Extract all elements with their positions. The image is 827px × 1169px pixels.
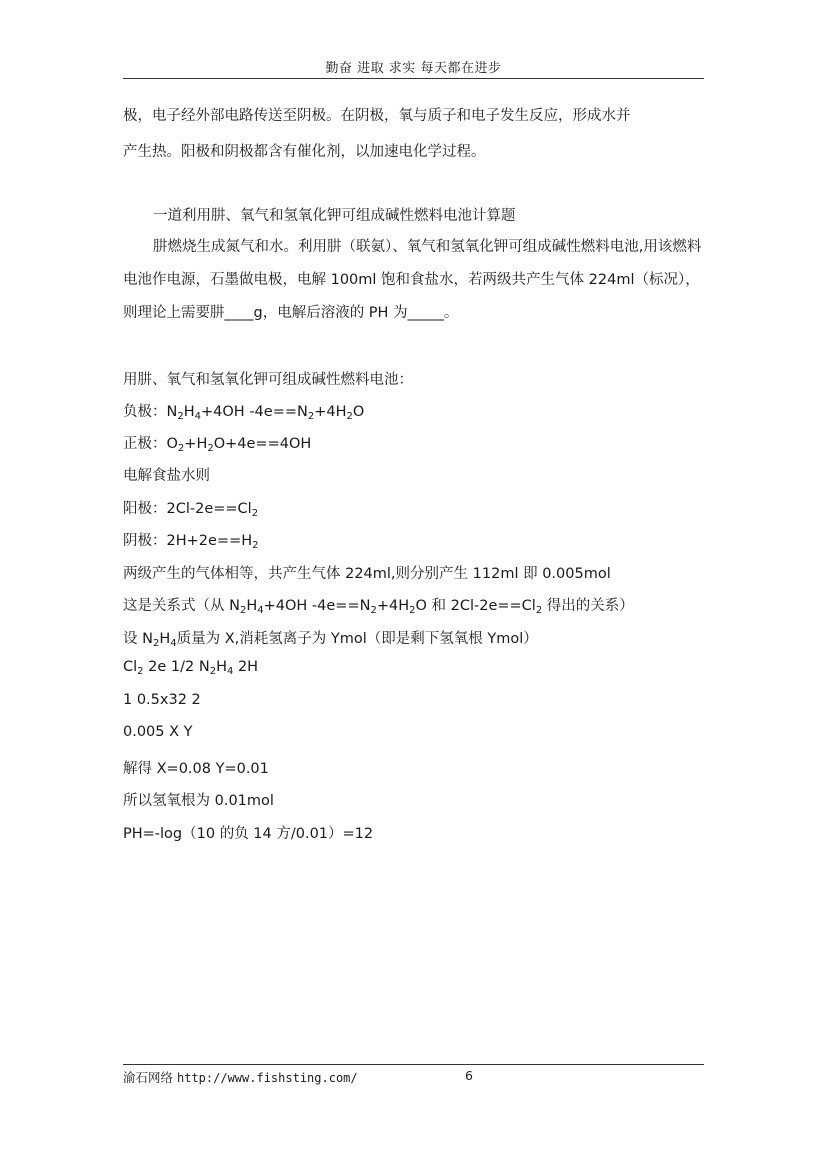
relation-line: 这是关系式（从 $N_2H_4+4OH$ $-4e==N_2+4H_2O$ 和 $2Cl-2e==Cl_2$ 得出的关系） [123, 598, 634, 616]
intro-line-2: 产生热。阳极和阴极都含有催化剂，以加速电化学过程。 [123, 144, 486, 160]
page-header: 勤奋 进取 求实 每天都在进步 [325, 61, 502, 76]
electrolysis-heading: 电解食盐水则 [123, 468, 210, 484]
intro-line-1: 极，电子经外部电路传送至阴极。在阴极，氧与质子和电子发生反应，形成水并 [123, 108, 631, 124]
ratio-line-1: $Cl_2$ 2e 1/2 $N_2H_4$ 2H [123, 659, 259, 677]
footer-site-name: 渝石网络 [123, 1070, 174, 1085]
assumption-line: 设 $N_2H_4$质量为 X,消耗氢离子为 Ymol（即是剩下氢氧根 Ymol） [123, 631, 538, 649]
ph-line: PH=-log（10 的负 14 方/0.01）=12 [123, 826, 374, 842]
problem-title: 一道利用肼、氧气和氢氧化钾可组成碱性燃料电池计算题 [153, 208, 516, 224]
cathode-equation: 正极：$O_2+H_2O+4e==4OH$ [123, 436, 312, 454]
footer-site [123, 1068, 358, 1086]
hydroxide-line: 所以氢氧根为 0.01mol [123, 793, 274, 809]
ratio-line-3: 0.005 X Y [123, 724, 193, 740]
header-divider [123, 78, 704, 79]
page-number: 6 [465, 1068, 473, 1083]
result-line: 解得 X=0.08 Y=0.01 [123, 761, 269, 777]
solution-line-1: 用肼、氧气和氢氧化钾可组成碱性燃料电池： [123, 372, 413, 388]
anode-equation: 负极：$N_2H_4+4OH$ $-4e==N_2+4H_2O$ [123, 404, 365, 422]
electrolysis-cathode: 阴极：$2H+2e==H_2$ [123, 533, 259, 551]
electrolysis-anode: 阳极：$2Cl-2e==Cl_2$ [123, 501, 259, 519]
footer-url[interactable]: http://www.fishsting.com/ [177, 1071, 358, 1085]
ratio-line-2: 1 0.5x32 2 [123, 692, 201, 708]
problem-text: 肼燃烧生成氮气和水。利用肼（联氨）、氧气和氢氧化钾可组成碱性燃料电池,用该燃料电池作电源，石墨做电极，电解 100ml 饱和食盐水，若两级共产生气体 224ml（标况），则理论上需要肼____g，电解后溶液的 PH 为_____。 [123, 239, 702, 321]
gas-volume-line: 两级产生的气体相等，共产生气体 224ml,则分别产生 112ml 即 0.005mol [123, 566, 611, 582]
footer-divider [123, 1064, 704, 1065]
